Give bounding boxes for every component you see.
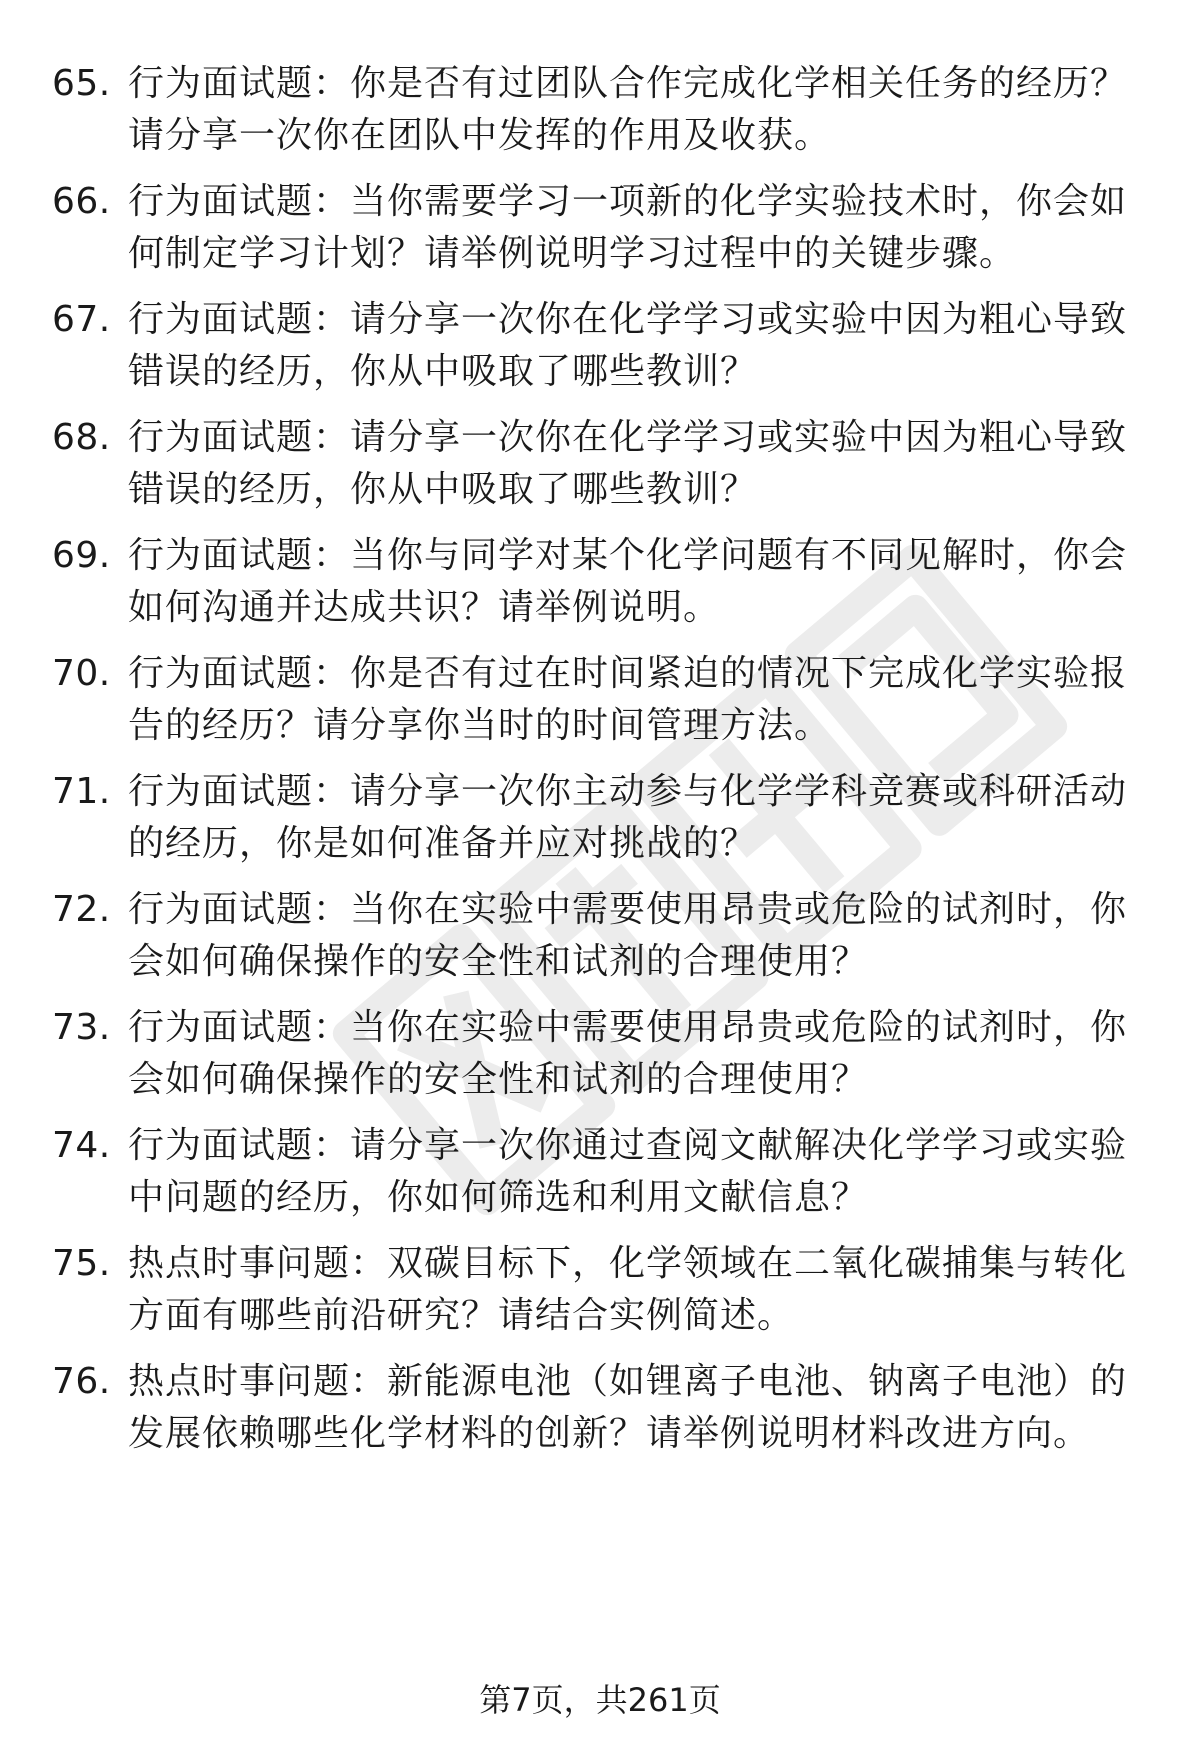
item-text: 行为面试题：请分享一次你主动参与化学学科竞赛或科研活动的经历，你是如何准备并应对挑战的？ [128,771,1128,864]
item-text: 行为面试题：请分享一次你在化学学习或实验中因为粗心导致错误的经历，你从中吸取了哪些教训？ [128,299,1128,392]
item-number: 72. [52,889,111,930]
item-number: 74. [52,1125,111,1166]
item-text: 热点时事问题：新能源电池（如锂离子电池、钠离子电池）的发展依赖哪些化学材料的创新？请举例说明材料改进方向。 [128,1361,1128,1454]
item-number: 66. [52,181,111,222]
item-text: 行为面试题：请分享一次你在化学学习或实验中因为粗心导致错误的经历，你从中吸取了哪些教训？ [128,417,1128,510]
item-text: 行为面试题：当你与同学对某个化学问题有不同见解时，你会如何沟通并达成共识？请举例说明。 [128,535,1128,628]
item-number: 70. [52,653,111,694]
item-number: 75. [52,1243,111,1284]
item-number: 68. [52,417,111,458]
item-number: 69. [52,535,111,576]
item-number: 73. [52,1007,111,1048]
item-number: 76. [52,1361,111,1402]
page-number: 第7页，共261页 [479,1681,721,1719]
item-text: 行为面试题：你是否有过团队合作完成化学相关任务的经历？请分享一次你在团队中发挥的作用及收获。 [128,63,1128,156]
item-number: 71. [52,771,111,812]
item-number: 67. [52,299,111,340]
item-number: 65. [52,63,111,104]
item-text: 行为面试题：你是否有过在时间紧迫的情况下完成化学实验报告的经历？请分享你当时的时间管理方法。 [128,653,1128,746]
item-text: 热点时事问题：双碳目标下，化学领域在二氧化碳捕集与转化方面有哪些前沿研究？请结合实例简述。 [128,1243,1128,1336]
item-text: 行为面试题：当你需要学习一项新的化学实验技术时，你会如何制定学习计划？请举例说明学习过程中的关键步骤。 [128,181,1128,274]
item-text: 行为面试题：请分享一次你通过查阅文献解决化学学习或实验中问题的经历，你如何筛选和利用文献信息？ [128,1125,1128,1218]
item-text: 行为面试题：当你在实验中需要使用昂贵或危险的试剂时，你会如何确保操作的安全性和试剂的合理使用？ [128,1007,1128,1100]
item-text: 行为面试题：当你在实验中需要使用昂贵或危险的试剂时，你会如何确保操作的安全性和试剂的合理使用？ [128,889,1128,982]
